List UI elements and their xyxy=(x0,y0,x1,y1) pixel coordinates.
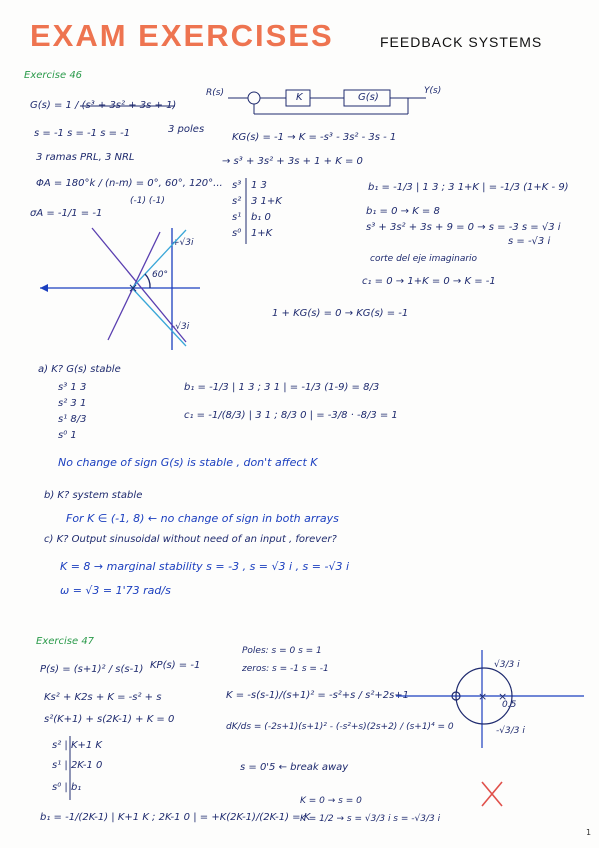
ex47-b1: b₁ = -1/(2K-1) | K+1 K ; 2K-1 0 | = +K(2K-1)/(2K-1) = K xyxy=(40,812,311,823)
block-input-label: R(s) xyxy=(206,88,224,98)
page-subtitle: FEEDBACK SYSTEMS xyxy=(380,34,543,50)
ex47-poles: Poles: s = 0 s = 1 xyxy=(242,646,322,656)
part-b-answer: For K ∈ (-1, 8) ← no change of sign in both arrays xyxy=(66,512,339,525)
part-b-question: b) K? system stable xyxy=(44,490,143,501)
routh-row-4: s⁰ | 1+K xyxy=(232,228,273,239)
ex47-routh-1: s² | K+1 K xyxy=(52,740,102,751)
page-title: EXAM EXERCISES xyxy=(30,18,334,53)
red-x-mark xyxy=(482,782,502,806)
block-k: K xyxy=(296,92,303,103)
block-output-label: Y(s) xyxy=(424,86,442,96)
angle-k: (-1) (-1) xyxy=(130,196,165,206)
final-equation: 1 + KG(s) = 0 → KG(s) = -1 xyxy=(272,308,409,319)
block-diagram xyxy=(228,90,426,114)
c1-equation: c₁ = 0 → 1+K = 0 → K = -1 xyxy=(362,276,496,287)
routh-row-2: s² | 3 1+K xyxy=(232,196,282,207)
part-c-omega: ω = √3 = 1'73 rad/s xyxy=(60,584,171,597)
part-a-routh-4: s⁰ 1 xyxy=(58,430,77,441)
exercise-46-label: Exercise 46 xyxy=(24,70,83,81)
ex47-k-expr: K = -s(s-1)/(s+1)² = -s²+s / s²+2s+1 xyxy=(226,690,410,701)
pole-marker: × xyxy=(128,281,139,295)
branches-text: 3 ramas PRL, 3 NRL xyxy=(36,152,135,163)
char-eq-1: KG(s) = -1 → K = -s³ - 3s² - 3s - 1 xyxy=(232,132,397,143)
part-a-question: a) K? G(s) stable xyxy=(38,364,121,375)
ex47-plot-top: √3/3 i xyxy=(494,660,520,670)
pole-marker-47-a: × xyxy=(478,690,488,703)
ex47-transfer-fn: P(s) = (s+1)² / s(s-1) xyxy=(40,664,144,675)
ex47-zeros: zeros: s = -1 s = -1 xyxy=(242,664,329,674)
b1-formula: b₁ = -1/3 | 1 3 ; 3 1+K | = -1/3 (1+K - 9) xyxy=(368,182,569,193)
transfer-function: G(s) = 1 / (s³ + 3s² + 3s + 1) xyxy=(30,100,177,111)
routh-row-3: s¹ | b₁ 0 xyxy=(232,212,271,223)
part-a-routh-2: s² 3 1 xyxy=(58,398,87,409)
ex47-dk-ds: dK/ds = (-2s+1)(s+1)² - (-s²+s)(2s+2) / (s+1)⁴ = 0 xyxy=(226,722,454,732)
page-number: 1 xyxy=(586,828,592,837)
routh-row-1: s³ | 1 3 xyxy=(232,180,267,191)
plot-top-label: +√3i xyxy=(172,238,194,248)
centroid-text: σA = -1/1 = -1 xyxy=(30,208,103,219)
ex47-eq2: s²(K+1) + s(2K-1) + K = 0 xyxy=(44,714,175,725)
cut-note: corte del eje imaginario xyxy=(370,254,478,264)
root-locus-47 xyxy=(396,650,584,748)
part-a-routh-1: s³ 1 3 xyxy=(58,382,87,393)
ex47-breakaway: s = 0'5 ← break away xyxy=(240,762,349,773)
char-eq-2: → s³ + 3s² + 3s + 1 + K = 0 xyxy=(222,156,363,167)
plot-bottom-label: -√3i xyxy=(172,322,190,332)
part-a-conclusion: No change of sign G(s) is stable , don't affect K xyxy=(58,456,318,469)
part-a-b1: b₁ = -1/3 | 1 3 ; 3 1 | = -1/3 (1-9) = 8/3 xyxy=(184,382,380,393)
aux-equation: s³ + 3s² + 3s + 9 = 0 → s = -3 s = √3 i xyxy=(366,222,561,233)
exercise-47-label: Exercise 47 xyxy=(36,636,95,647)
angle-formula: ΦA = 180°k / (n-m) = 0°, 60°, 120°... xyxy=(36,178,223,189)
ex47-eq1: Ks² + K2s + K = -s² + s xyxy=(44,692,162,703)
b1-zero: b₁ = 0 → K = 8 xyxy=(366,206,440,217)
poles-note: 3 poles xyxy=(168,124,205,135)
pole-marker-47-b: × xyxy=(498,690,508,703)
root-locus-46 xyxy=(40,228,200,350)
part-c-answer: K = 8 → marginal stability s = -3 , s = √3 i , s = -√3 i xyxy=(60,560,350,573)
block-g: G(s) xyxy=(358,92,379,103)
ex47-plot-mid: 0.5 xyxy=(502,700,517,710)
ex47-plot-bottom: -√3/3 i xyxy=(496,726,525,736)
poles-text: s = -1 s = -1 s = -1 xyxy=(34,128,131,139)
part-a-routh-3: s¹ 8/3 xyxy=(58,414,87,425)
ex47-routh-3: s⁰ | b₁ xyxy=(52,782,82,793)
ex47-k-case-1: K = 0 → s = 0 xyxy=(300,796,362,806)
part-c-question: c) K? Output sinusoidal without need of an input , forever? xyxy=(44,534,337,545)
ex47-routh-2: s¹ | 2K-1 0 xyxy=(52,760,103,771)
aux-root-2: s = -√3 i xyxy=(508,236,551,247)
ex47-k-case-2: K = 1/2 → s = √3/3 i s = -√3/3 i xyxy=(300,814,441,824)
ex47-kp: KP(s) = -1 xyxy=(150,660,201,671)
plot-angle-label: 60° xyxy=(152,270,168,280)
part-a-c1: c₁ = -1/(8/3) | 3 1 ; 8/3 0 | = -3/8 · -8/3 = 1 xyxy=(184,410,398,421)
